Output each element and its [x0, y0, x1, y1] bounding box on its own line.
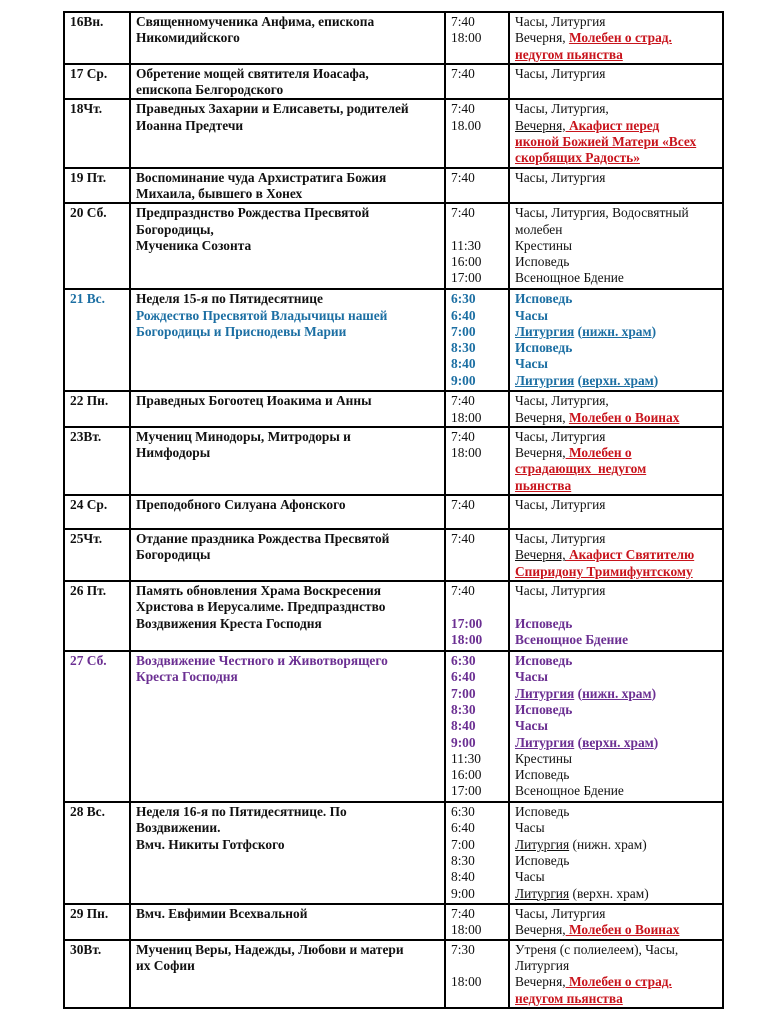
- akathist-link[interactable]: Акафист Святителю: [565, 547, 695, 563]
- schedule-table: [63, 11, 724, 1009]
- day-cell: 25Чт.: [64, 529, 130, 581]
- service-cell: Часы, Литургия: [509, 64, 723, 100]
- table-row: [64, 168, 723, 204]
- feast-cell: Воспоминание чуда Архистратига Божия Михаила, бывшего в Хонех: [130, 168, 445, 204]
- time-cell: 6:30 6:40 7:00 8:30 8:40 9:00: [445, 802, 509, 904]
- day-cell: 28 Вс.: [64, 802, 130, 904]
- service-cell: Часы, Литургия, Водосвятный молебен Крестины Исповедь Всенощное Бдение: [509, 203, 723, 289]
- service-cell: Часы, Литургия: [509, 495, 723, 529]
- feast-cell: Обретение мощей святителя Иоасафа, епископа Белгородского: [130, 64, 445, 100]
- day-cell: 29 Пн.: [64, 904, 130, 940]
- table-row: [64, 940, 723, 1008]
- feast-cell: Праведных Богоотец Иоакима и Анны: [130, 391, 445, 427]
- table-row: [64, 12, 723, 64]
- time-cell: 7:40 11:30 16:00 17:00: [445, 203, 509, 289]
- table-row: [64, 289, 723, 391]
- service-cell: Часы, Литургия: [509, 168, 723, 204]
- time-cell: 6:30 6:40 7:00 8:30 8:40 9:00 11:30 16:00 17:00: [445, 651, 509, 802]
- time-cell: 7:40 18:00: [445, 427, 509, 495]
- table-row: [64, 802, 723, 904]
- moleben-link[interactable]: Молебен о страд.: [565, 974, 672, 990]
- feast-cell: Мучениц Минодоры, Митродоры и Нимфодоры: [130, 427, 445, 495]
- day-cell: 20 Сб.: [64, 203, 130, 289]
- service-cell: Часы, Литургия, Вечерня, Акафист перед иконой Божией Матери «Всех скорбящих Радость»: [509, 99, 723, 167]
- time-cell: 7:30 18:00: [445, 940, 509, 1008]
- table-row: [64, 581, 723, 651]
- day-cell: 17 Ср.: [64, 64, 130, 100]
- service-cell: Исповедь Часы Литургия (нижн. храм) Исповедь Часы Литургия (верхн. храм): [509, 802, 723, 904]
- feast-cell: Воздвижение Честного и Животворящего Креста Господня: [130, 651, 445, 802]
- table-row: [64, 651, 723, 802]
- moleben-link[interactable]: Молебен о страд.: [568, 30, 672, 46]
- feast-cell: Священномученика Анфима, епископа Никомидийского: [130, 12, 445, 64]
- time-cell: 7:40 18:00: [445, 904, 509, 940]
- service-cell: Часы, Литургия Исповедь Всенощное Бдение: [509, 581, 723, 651]
- table-row: [64, 203, 723, 289]
- day-cell: 21 Вс.: [64, 289, 130, 391]
- day-cell: 24 Ср.: [64, 495, 130, 529]
- service-cell: Часы, Литургия Вечерня, Акафист Святителю Спиридону Тримифунтскому: [509, 529, 723, 581]
- feast-cell: Отдание праздника Рождества Пресвятой Богородицы: [130, 529, 445, 581]
- time-cell: 7:40 17:00 18:00: [445, 581, 509, 651]
- table-row: [64, 64, 723, 100]
- table-row: [64, 99, 723, 167]
- day-cell: 26 Пт.: [64, 581, 130, 651]
- feast-cell: Праведных Захарии и Елисаветы, родителей Иоанна Предтечи: [130, 99, 445, 167]
- table-row: [64, 529, 723, 581]
- table-row: [64, 495, 723, 529]
- moleben-link[interactable]: Молебен о: [565, 445, 632, 461]
- day-cell: 16Вн.: [64, 12, 130, 64]
- time-cell: 7:40: [445, 495, 509, 529]
- feast-cell: Преподобного Силуана Афонского: [130, 495, 445, 529]
- service-cell: Часы, Литургия Вечерня, Молебен о страдающих недугом пьянства: [509, 427, 723, 495]
- feast-cell: Вмч. Евфимии Всехвальной: [130, 904, 445, 940]
- moleben-link[interactable]: Молебен о Воинах: [565, 922, 680, 938]
- table-row: [64, 904, 723, 940]
- service-cell: Часы, Литургия Вечерня, Молебен о страд. недугом пьянства: [509, 12, 723, 64]
- akathist-link[interactable]: Акафист перед: [565, 117, 660, 133]
- feast-cell: Предпразднство Рождества Пресвятой Богородицы, Мученика Созонта: [130, 203, 445, 289]
- moleben-link[interactable]: Молебен о Воинах: [568, 409, 680, 425]
- feast-cell: Неделя 15-я по Пятидесятнице Рождество Пресвятой Владычицы нашей Богородицы и Приснодевы Марии: [130, 289, 445, 391]
- service-cell: Исповедь Часы Литургия (нижн. храм) Исповедь Часы Литургия (верхн. храм): [509, 289, 723, 391]
- feast-cell: Память обновления Храма Воскресения Христова в Иерусалиме. Предпразднство Воздвижения Креста Господня: [130, 581, 445, 651]
- time-cell: 7:40: [445, 64, 509, 100]
- service-cell: Исповедь Часы Литургия (нижн. храм) Исповедь Часы Литургия (верхн. храм) Крестины Исповедь Всенощное Бдение: [509, 651, 723, 802]
- feast-cell: Неделя 16-я по Пятидесятнице. По Воздвижении. Вмч. Никиты Готфского: [130, 802, 445, 904]
- service-cell: Утреня (с полиелеем), Часы, Литургия Вечерня, Молебен о страд. недугом пьянства: [509, 940, 723, 1008]
- time-cell: 7:40 18:00: [445, 12, 509, 64]
- time-cell: 7:40 18.00: [445, 99, 509, 167]
- time-cell: 6:30 6:40 7:00 8:30 8:40 9:00: [445, 289, 509, 391]
- feast-cell: Мучениц Веры, Надежды, Любови и матери их Софии: [130, 940, 445, 1008]
- day-cell: 18Чт.: [64, 99, 130, 167]
- day-cell: 30Вт.: [64, 940, 130, 1008]
- time-cell: 7:40 18:00: [445, 391, 509, 427]
- table-row: [64, 427, 723, 495]
- day-cell: 22 Пн.: [64, 391, 130, 427]
- service-cell: Часы, Литургия Вечерня, Молебен о Воинах: [509, 904, 723, 940]
- day-cell: 19 Пт.: [64, 168, 130, 204]
- time-cell: 7:40: [445, 529, 509, 581]
- table-row: [64, 391, 723, 427]
- time-cell: 7:40: [445, 168, 509, 204]
- service-cell: Часы, Литургия, Вечерня, Молебен о Воинах: [509, 391, 723, 427]
- day-cell: 27 Сб.: [64, 651, 130, 802]
- day-cell: 23Вт.: [64, 427, 130, 495]
